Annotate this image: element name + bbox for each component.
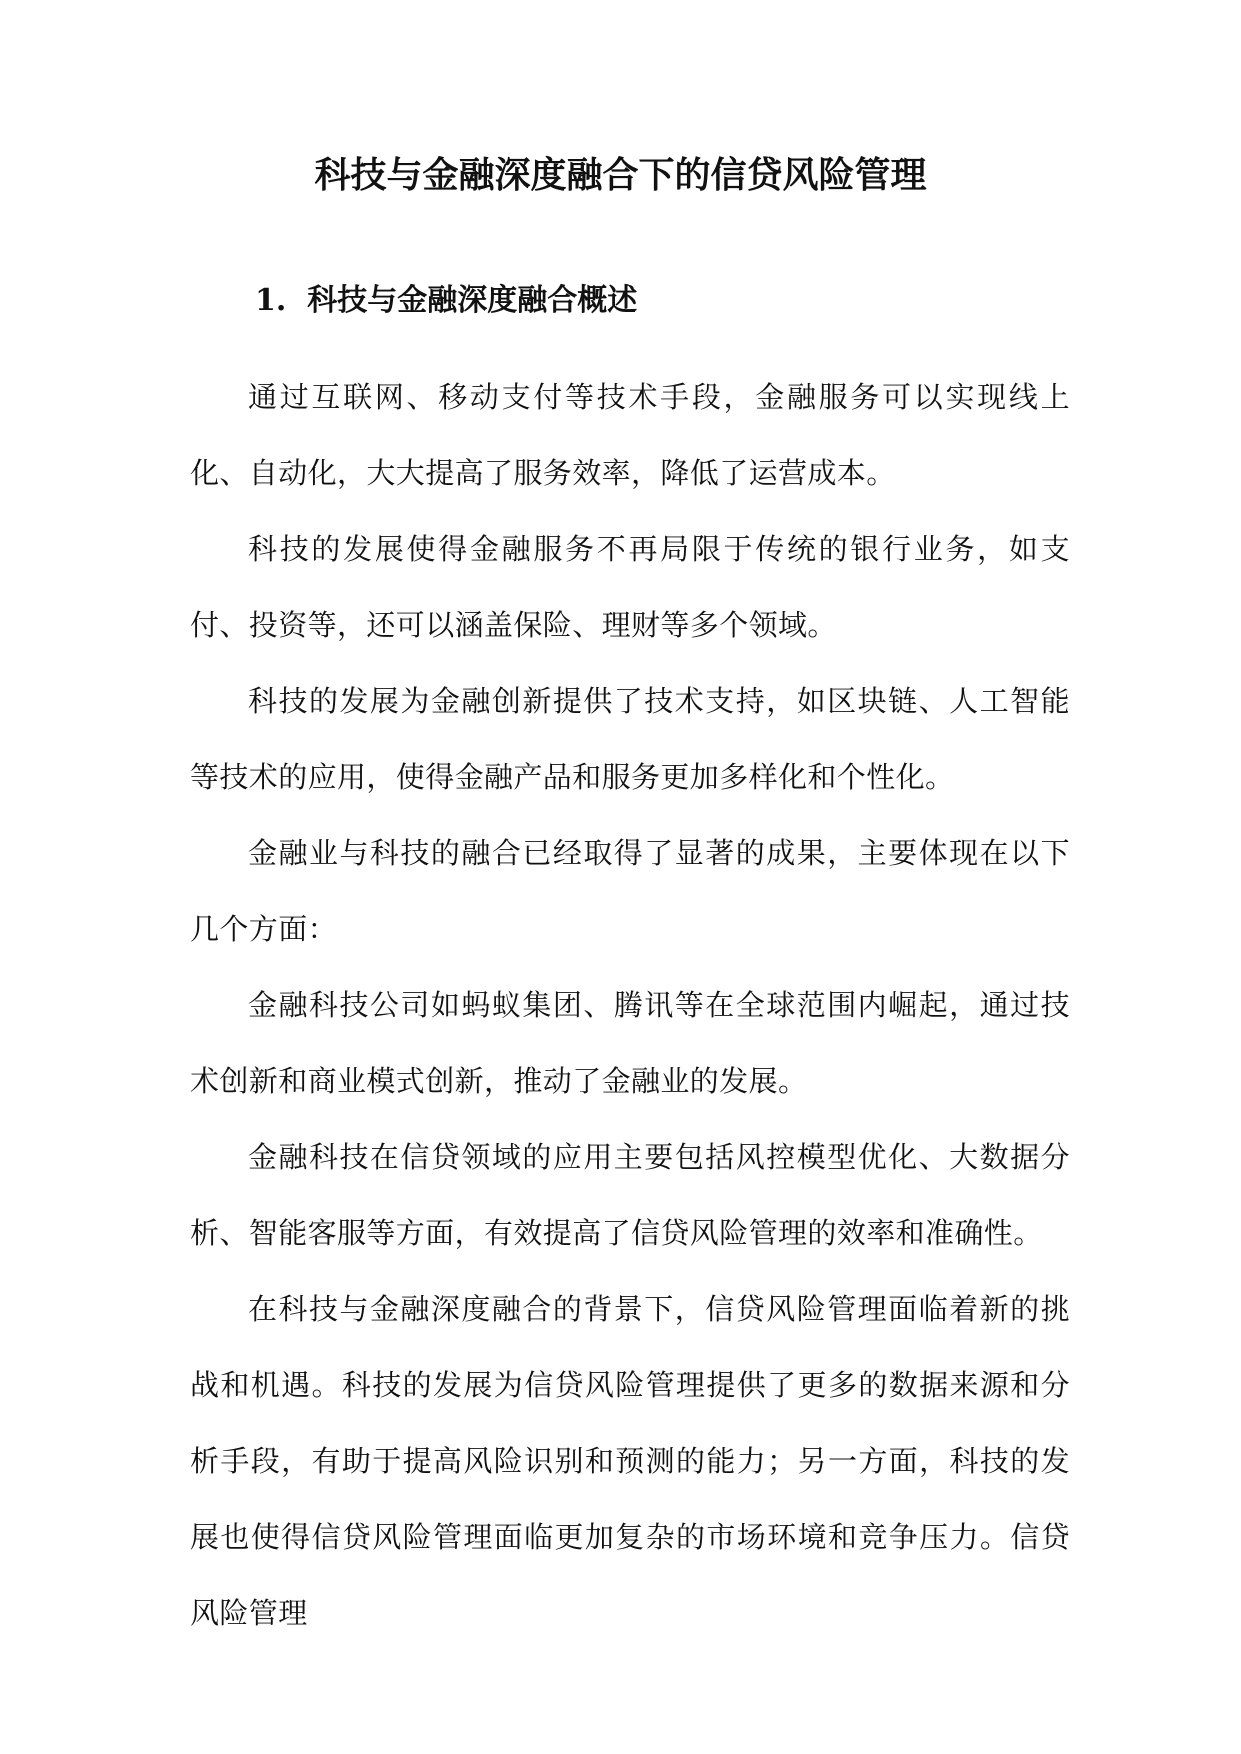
paragraph: 科技的发展为金融创新提供了技术支持，如区块链、人工智能等技术的应用，使得金融产品和服务更加多样化和个性化。 [190,684,1070,794]
paragraph: 通过互联网、移动支付等技术手段，金融服务可以实现线上化、自动化，大大提高了服务效率，降低了运营成本。 [190,380,1070,490]
paragraph: 金融科技公司如蚂蚁集团、腾讯等在全球范围内崛起，通过技术创新和商业模式创新，推动了金融业的发展。 [190,988,1070,1098]
section-number: 1. [255,283,287,318]
section-title: 科技与金融深度融合概述 [307,283,638,318]
paragraph: 科技的发展使得金融服务不再局限于传统的银行业务，如支付、投资等，还可以涵盖保险、理财等多个领域。 [190,532,1070,642]
paragraph: 金融科技在信贷领域的应用主要包括风控模型优化、大数据分析、智能客服等方面，有效提高了信贷风险管理的效率和准确性。 [190,1140,1070,1250]
body-text [190,359,1070,1651]
section-heading [255,278,637,324]
paragraph: 在科技与金融深度融合的背景下，信贷风险管理面临着新的挑战和机遇。科技的发展为信贷风险管理提供了更多的数据来源和分析手段，有助于提高风险识别和预测的能力；另一方面，科技的发展也使得信贷风险管理面临更加复杂的市场环境和竞争压力。信贷风险管理 [190,1292,1070,1630]
document-title: 科技与金融深度融合下的信贷风险管理 [314,154,927,196]
paragraph: 金融业与科技的融合已经取得了显著的成果，主要体现在以下几个方面： [190,836,1070,946]
